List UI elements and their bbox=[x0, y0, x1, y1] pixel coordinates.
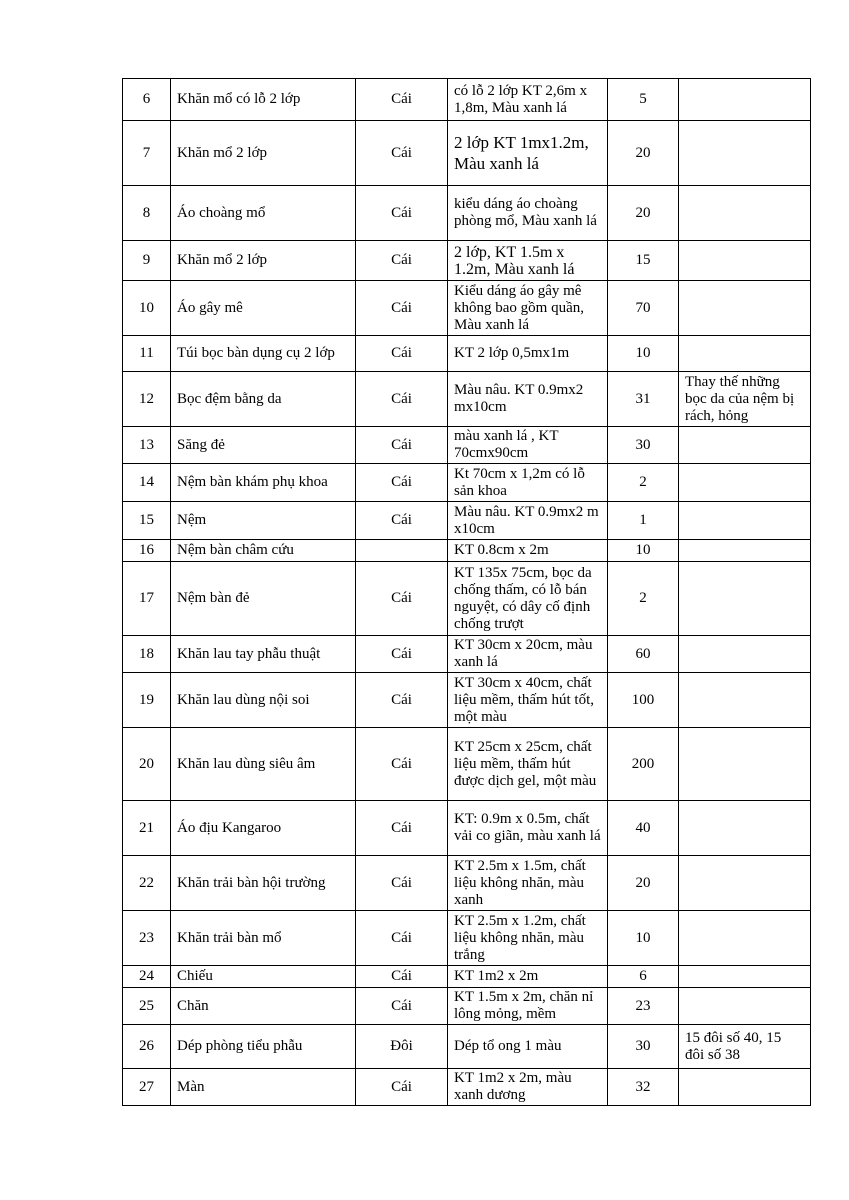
row-number: 19 bbox=[123, 673, 171, 728]
table-row bbox=[123, 281, 811, 336]
item-unit: Cái bbox=[356, 241, 448, 281]
table-row bbox=[123, 728, 811, 801]
item-unit: Cái bbox=[356, 562, 448, 636]
table-row bbox=[123, 540, 811, 562]
item-note bbox=[679, 562, 811, 636]
item-quantity: 10 bbox=[608, 911, 679, 966]
item-quantity: 20 bbox=[608, 186, 679, 241]
row-number: 9 bbox=[123, 241, 171, 281]
table-row bbox=[123, 636, 811, 673]
item-note bbox=[679, 801, 811, 856]
item-note bbox=[679, 464, 811, 502]
item-unit: Cái bbox=[356, 801, 448, 856]
table-row bbox=[123, 372, 811, 427]
row-number: 11 bbox=[123, 336, 171, 372]
item-unit: Cái bbox=[356, 427, 448, 464]
item-quantity: 5 bbox=[608, 79, 679, 121]
item-spec: KT: 0.9m x 0.5m, chất vải co giãn, màu xanh lá bbox=[448, 801, 608, 856]
equipment-table bbox=[122, 78, 811, 1106]
item-unit: Cái bbox=[356, 186, 448, 241]
table-row bbox=[123, 988, 811, 1025]
item-note bbox=[679, 673, 811, 728]
item-note bbox=[679, 1069, 811, 1106]
table-row bbox=[123, 562, 811, 636]
item-spec: Kt 70cm x 1,2m có lỗ sản khoa bbox=[448, 464, 608, 502]
table-row bbox=[123, 121, 811, 186]
row-number: 16 bbox=[123, 540, 171, 562]
table-row bbox=[123, 427, 811, 464]
item-name: Khăn mổ 2 lớp bbox=[171, 241, 356, 281]
row-number: 14 bbox=[123, 464, 171, 502]
item-spec: Kiểu dáng áo gây mê không bao gồm quần, Màu xanh lá bbox=[448, 281, 608, 336]
item-unit: Cái bbox=[356, 281, 448, 336]
item-spec: KT 0.8cm x 2m bbox=[448, 540, 608, 562]
table-row bbox=[123, 856, 811, 911]
item-quantity: 200 bbox=[608, 728, 679, 801]
item-spec: KT 25cm x 25cm, chất liệu mềm, thấm hút được dịch gel, một màu bbox=[448, 728, 608, 801]
table-row bbox=[123, 79, 811, 121]
item-note bbox=[679, 241, 811, 281]
item-note bbox=[679, 966, 811, 988]
table-row bbox=[123, 241, 811, 281]
row-number: 21 bbox=[123, 801, 171, 856]
item-quantity: 2 bbox=[608, 562, 679, 636]
item-spec: có lỗ 2 lớp KT 2,6m x 1,8m, Màu xanh lá bbox=[448, 79, 608, 121]
row-number: 18 bbox=[123, 636, 171, 673]
row-number: 17 bbox=[123, 562, 171, 636]
item-spec: Màu nâu. KT 0.9mx2 mx10cm bbox=[448, 372, 608, 427]
item-note bbox=[679, 540, 811, 562]
item-quantity: 100 bbox=[608, 673, 679, 728]
row-number: 8 bbox=[123, 186, 171, 241]
item-note bbox=[679, 502, 811, 540]
item-unit: Cái bbox=[356, 79, 448, 121]
item-name: Khăn lau tay phẫu thuật bbox=[171, 636, 356, 673]
item-quantity: 40 bbox=[608, 801, 679, 856]
item-unit: Đôi bbox=[356, 1025, 448, 1069]
item-spec: kiểu dáng áo choàng phòng mổ, Màu xanh lá bbox=[448, 186, 608, 241]
table-row bbox=[123, 801, 811, 856]
item-unit: Cái bbox=[356, 121, 448, 186]
item-note bbox=[679, 911, 811, 966]
item-quantity: 60 bbox=[608, 636, 679, 673]
item-unit: Cái bbox=[356, 988, 448, 1025]
item-note bbox=[679, 121, 811, 186]
table-row bbox=[123, 464, 811, 502]
item-spec: KT 1m2 x 2m bbox=[448, 966, 608, 988]
table-row bbox=[123, 336, 811, 372]
item-unit: Cái bbox=[356, 856, 448, 911]
item-name: Chiếu bbox=[171, 966, 356, 988]
table-row bbox=[123, 966, 811, 988]
item-spec: 2 lớp KT 1mx1.2m, Màu xanh lá bbox=[448, 121, 608, 186]
item-unit bbox=[356, 540, 448, 562]
item-name: Khăn lau dùng nội soi bbox=[171, 673, 356, 728]
item-quantity: 15 bbox=[608, 241, 679, 281]
item-note bbox=[679, 427, 811, 464]
item-note bbox=[679, 728, 811, 801]
item-name: Khăn mổ có lỗ 2 lớp bbox=[171, 79, 356, 121]
item-spec: KT 1m2 x 2m, màu xanh dương bbox=[448, 1069, 608, 1106]
item-spec: KT 2.5m x 1.2m, chất liệu không nhăn, màu trắng bbox=[448, 911, 608, 966]
item-unit: Cái bbox=[356, 336, 448, 372]
item-spec: KT 2 lớp 0,5mx1m bbox=[448, 336, 608, 372]
item-quantity: 2 bbox=[608, 464, 679, 502]
item-quantity: 6 bbox=[608, 966, 679, 988]
item-name: Khăn lau dùng siêu âm bbox=[171, 728, 356, 801]
item-spec: KT 2.5m x 1.5m, chất liệu không nhăn, màu xanh bbox=[448, 856, 608, 911]
row-number: 12 bbox=[123, 372, 171, 427]
row-number: 20 bbox=[123, 728, 171, 801]
item-name: Áo choàng mổ bbox=[171, 186, 356, 241]
item-quantity: 70 bbox=[608, 281, 679, 336]
item-spec: màu xanh lá , KT 70cmx90cm bbox=[448, 427, 608, 464]
item-note bbox=[679, 856, 811, 911]
row-number: 23 bbox=[123, 911, 171, 966]
row-number: 26 bbox=[123, 1025, 171, 1069]
item-quantity: 31 bbox=[608, 372, 679, 427]
row-number: 13 bbox=[123, 427, 171, 464]
item-unit: Cái bbox=[356, 636, 448, 673]
item-name: Nệm bbox=[171, 502, 356, 540]
item-spec: KT 1.5m x 2m, chăn nỉ lông mỏng, mềm bbox=[448, 988, 608, 1025]
item-note bbox=[679, 336, 811, 372]
item-quantity: 10 bbox=[608, 540, 679, 562]
item-note bbox=[679, 281, 811, 336]
row-number: 22 bbox=[123, 856, 171, 911]
item-quantity: 20 bbox=[608, 856, 679, 911]
item-spec: KT 30cm x 40cm, chất liệu mềm, thấm hút tốt, một màu bbox=[448, 673, 608, 728]
item-quantity: 1 bbox=[608, 502, 679, 540]
table-row bbox=[123, 673, 811, 728]
table-row bbox=[123, 1025, 811, 1069]
item-quantity: 23 bbox=[608, 988, 679, 1025]
item-name: Nệm bàn châm cứu bbox=[171, 540, 356, 562]
row-number: 7 bbox=[123, 121, 171, 186]
item-unit: Cái bbox=[356, 1069, 448, 1106]
table-row bbox=[123, 911, 811, 966]
table-row bbox=[123, 1069, 811, 1106]
item-note bbox=[679, 186, 811, 241]
item-quantity: 30 bbox=[608, 427, 679, 464]
item-unit: Cái bbox=[356, 728, 448, 801]
item-name: Khăn trải bàn mổ bbox=[171, 911, 356, 966]
table-row bbox=[123, 502, 811, 540]
row-number: 6 bbox=[123, 79, 171, 121]
row-number: 24 bbox=[123, 966, 171, 988]
row-number: 25 bbox=[123, 988, 171, 1025]
item-spec: Dép tổ ong 1 màu bbox=[448, 1025, 608, 1069]
table-row bbox=[123, 186, 811, 241]
item-name: Nệm bàn khám phụ khoa bbox=[171, 464, 356, 502]
item-name: Áo gây mê bbox=[171, 281, 356, 336]
item-name: Áo địu Kangaroo bbox=[171, 801, 356, 856]
item-note bbox=[679, 636, 811, 673]
row-number: 27 bbox=[123, 1069, 171, 1106]
item-quantity: 32 bbox=[608, 1069, 679, 1106]
item-spec: KT 135x 75cm, bọc da chống thấm, có lỗ bán nguyệt, có dây cố định chống trượt bbox=[448, 562, 608, 636]
item-name: Khăn trải bàn hội trường bbox=[171, 856, 356, 911]
item-unit: Cái bbox=[356, 673, 448, 728]
item-quantity: 20 bbox=[608, 121, 679, 186]
item-unit: Cái bbox=[356, 502, 448, 540]
item-unit: Cái bbox=[356, 966, 448, 988]
item-note: Thay thế những bọc da của nệm bị rách, hỏng bbox=[679, 372, 811, 427]
item-name: Màn bbox=[171, 1069, 356, 1106]
item-unit: Cái bbox=[356, 911, 448, 966]
item-unit: Cái bbox=[356, 372, 448, 427]
item-note bbox=[679, 988, 811, 1025]
item-note bbox=[679, 79, 811, 121]
item-name: Túi bọc bàn dụng cụ 2 lớp bbox=[171, 336, 356, 372]
item-unit: Cái bbox=[356, 464, 448, 502]
item-name: Nệm bàn đẻ bbox=[171, 562, 356, 636]
item-spec: 2 lớp, KT 1.5m x 1.2m, Màu xanh lá bbox=[448, 241, 608, 281]
row-number: 15 bbox=[123, 502, 171, 540]
item-quantity: 10 bbox=[608, 336, 679, 372]
item-name: Chăn bbox=[171, 988, 356, 1025]
item-name: Bọc đệm bằng da bbox=[171, 372, 356, 427]
item-name: Săng đẻ bbox=[171, 427, 356, 464]
item-spec: KT 30cm x 20cm, màu xanh lá bbox=[448, 636, 608, 673]
item-name: Khăn mổ 2 lớp bbox=[171, 121, 356, 186]
row-number: 10 bbox=[123, 281, 171, 336]
item-name: Dép phòng tiểu phẫu bbox=[171, 1025, 356, 1069]
item-note: 15 đôi số 40, 15 đôi số 38 bbox=[679, 1025, 811, 1069]
item-quantity: 30 bbox=[608, 1025, 679, 1069]
item-spec: Màu nâu. KT 0.9mx2 m x10cm bbox=[448, 502, 608, 540]
